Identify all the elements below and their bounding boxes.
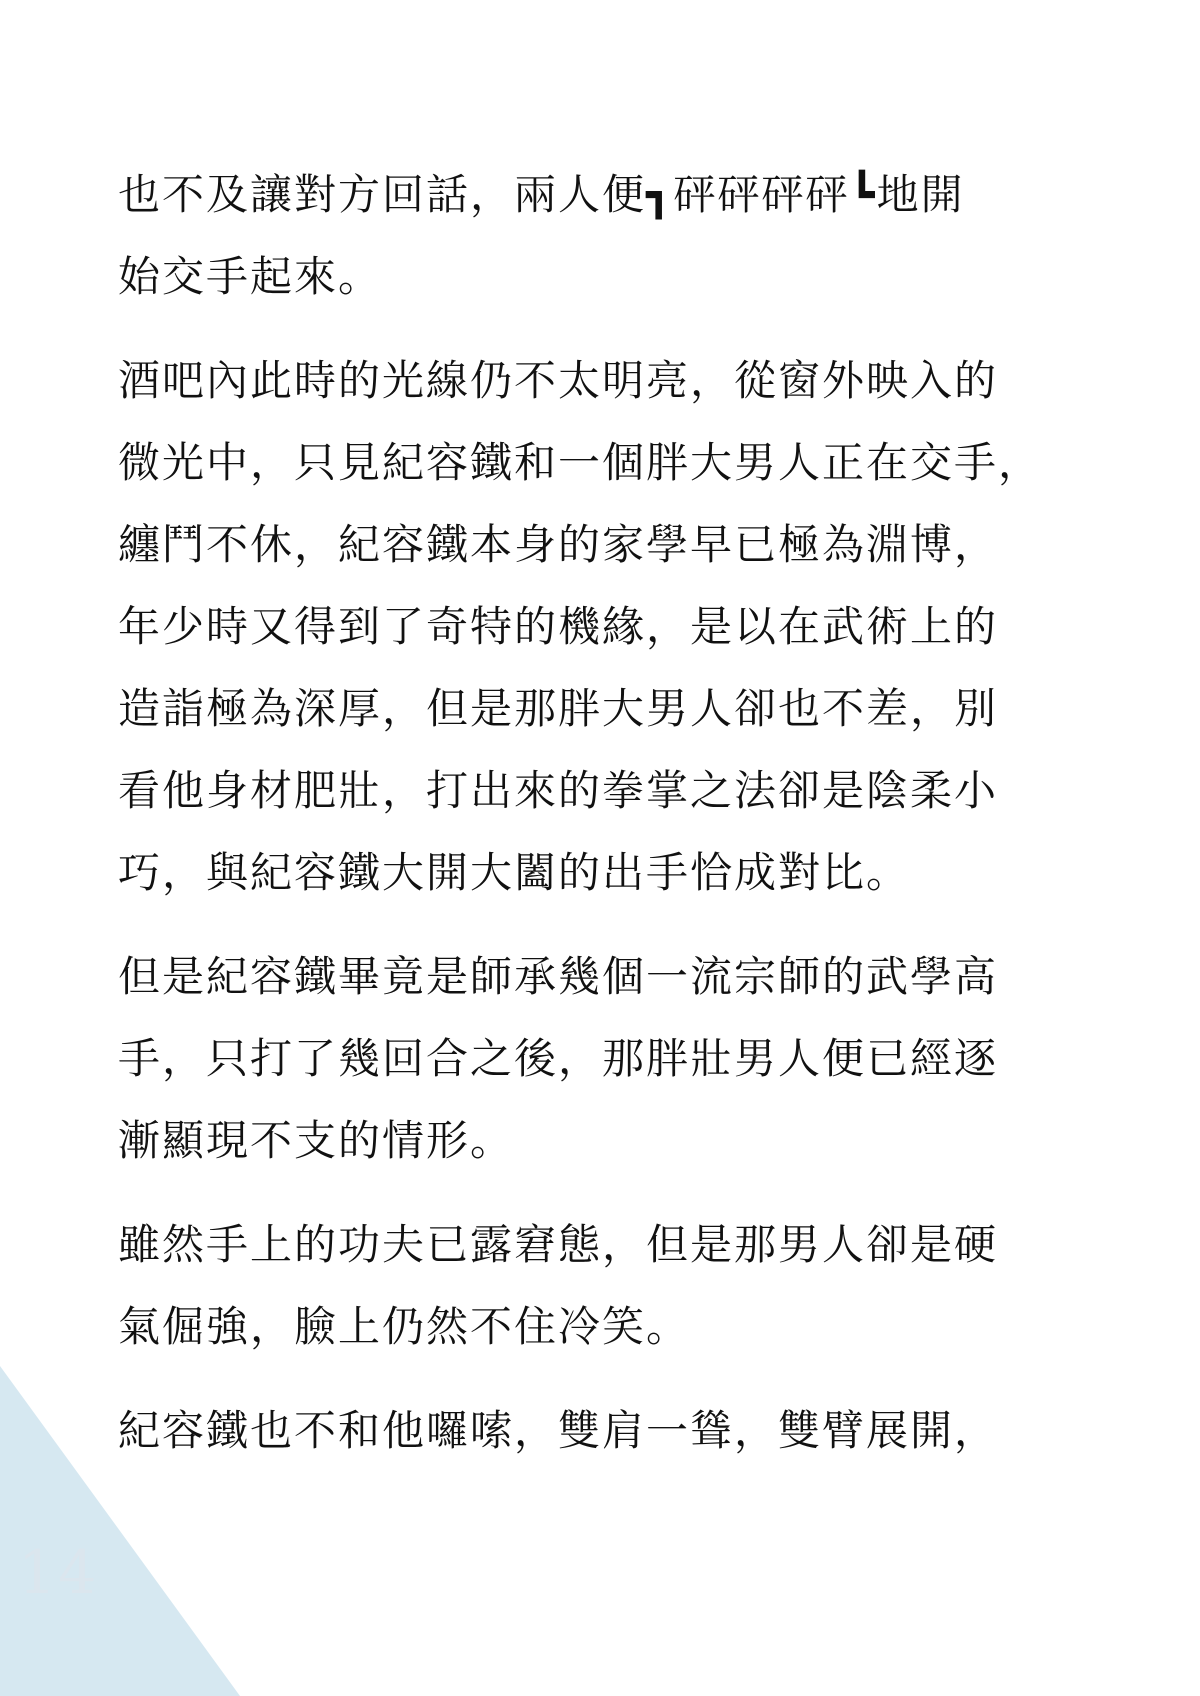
page-number: 14 (18, 1538, 99, 1608)
text-line: 看他身材肥壯，打出來的拳掌之法卻是陰柔小 (118, 766, 999, 815)
text-line: 氣倔強，臉上仍然不住冷笑。 (118, 1302, 691, 1351)
paragraph (118, 936, 1098, 1182)
paragraph (118, 1390, 1098, 1472)
text-line: 但是紀容鐵畢竟是師承幾個一流宗師的武學高 (118, 952, 999, 1001)
text-line: 年少時又得到了奇特的機緣，是以在武術上的 (118, 602, 999, 651)
text-line: 始交手起來。 (118, 252, 383, 301)
text-line: 纏鬥不休，紀容鐵本身的家學早已極為淵博， (118, 520, 999, 569)
paragraph (118, 1204, 1098, 1368)
text-line: 紀容鐵也不和他囉嗦，雙肩一聳，雙臂展開， (118, 1406, 999, 1455)
text-line: 也不及讓對方回話，兩人便┓砰砰砰砰┗地開 (118, 170, 965, 219)
text-line: 手，只打了幾回合之後，那胖壯男人便已經逐 (118, 1034, 999, 1083)
paragraph (118, 154, 1098, 318)
text-line: 酒吧內此時的光線仍不太明亮，從窗外映入的 (118, 356, 999, 405)
text-line: 漸顯現不支的情形。 (118, 1116, 515, 1165)
text-line: 雖然手上的功夫已露窘態，但是那男人卻是硬 (118, 1220, 999, 1269)
text-line: 微光中，只見紀容鐵和一個胖大男人正在交手， (118, 438, 1043, 487)
text-line: 造詣極為深厚，但是那胖大男人卻也不差，別 (118, 684, 999, 733)
body-text (118, 154, 1098, 1494)
text-line: 巧，與紀容鐵大開大闔的出手恰成對比。 (118, 848, 911, 897)
paragraph (118, 340, 1098, 914)
